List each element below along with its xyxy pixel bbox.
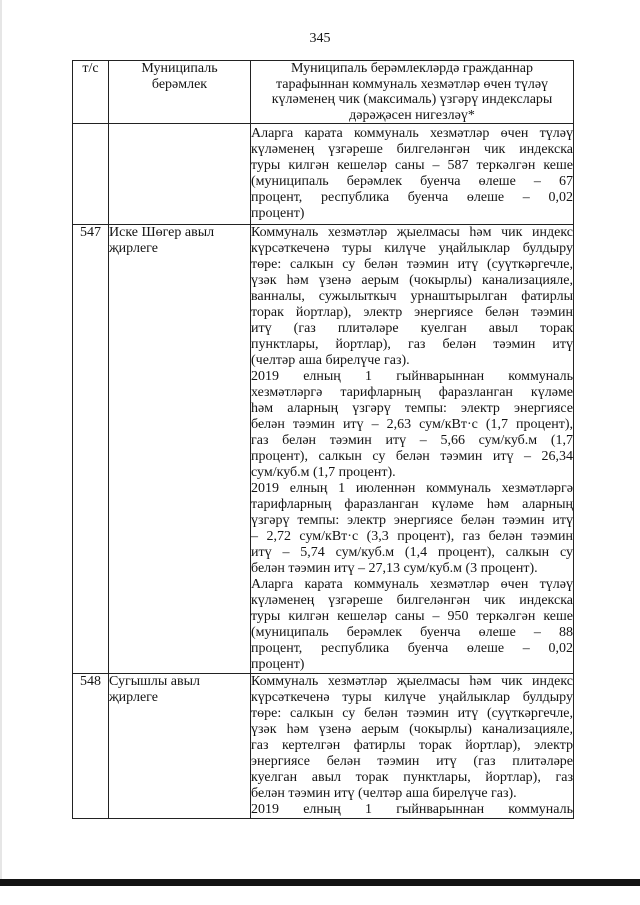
text-line: туры килгән кешеләр саны – 587 теркәлгән кеше xyxy=(251,158,573,173)
text-line: туры килгән кешеләр саны – 950 теркәлгән кеше xyxy=(251,609,573,624)
municipality-cell xyxy=(109,225,251,674)
text-line: Аларга карата коммуналь хезмәтләр өчен түләү xyxy=(251,126,573,141)
text-line: процент, республика буенча өлеше – 0,02 xyxy=(251,641,573,656)
text-line: (муниципаль берәмлек буенча өлеше – 88 xyxy=(251,625,573,640)
municipality-name-line: җирлеге xyxy=(109,690,158,705)
paragraph xyxy=(251,481,573,577)
text-line: төре: салкын су белән тәэмин итү (суүткәргечле, xyxy=(251,257,573,272)
justification-cell xyxy=(251,225,574,674)
header-justification-line: тарафыннан коммуналь хезмәтләр өчен түләү xyxy=(275,76,549,92)
text-line: Аларга карата коммуналь хезмәтләр өчен түләү xyxy=(251,577,573,592)
row-number xyxy=(73,124,109,225)
text-line: тарифларның фаразланган күләме һәм аларның xyxy=(251,497,573,512)
paragraph xyxy=(251,674,573,802)
paragraph xyxy=(251,126,573,222)
scan-left-edge xyxy=(0,0,2,879)
header-municipality-line: берәмлек xyxy=(151,76,208,92)
municipality-name-line: җирлеге xyxy=(109,241,158,256)
row-number: 547 xyxy=(73,225,109,674)
municipality-name-line: Сугышлы авыл xyxy=(109,674,201,689)
scan-bottom-edge xyxy=(0,879,640,886)
table-row xyxy=(73,674,574,819)
paragraph xyxy=(251,802,573,818)
header-municipality xyxy=(109,61,251,124)
text-line: 2019 елның 1 гыйнварыннан коммуналь xyxy=(251,802,573,817)
text-line: (муниципаль берәмлек буенча өлеше – 67 xyxy=(251,174,573,189)
text-line: һәм аларның үзгәрү темпы: электр энергиясе xyxy=(251,401,573,416)
table-body xyxy=(73,124,574,819)
text-line: белән тәэмин итү (челтәр аша бирелүче газ). xyxy=(251,786,517,801)
text-line: 2019 елның 1 гыйнварыннан коммуналь xyxy=(251,369,573,384)
text-line: процент), салкын су белән тәэмин итү – 26,34 xyxy=(251,449,573,464)
header-justification-line: Муниципаль берәмлекләрдә гражданнар xyxy=(290,61,533,76)
text-line: Коммуналь хезмәтләр җыелмасы һәм чик индекс xyxy=(251,674,573,689)
municipality-name-line: Иске Шөгер авыл xyxy=(109,225,215,240)
text-line: итү – 5,74 сум/куб.м (1,4 процент), салкын су xyxy=(251,545,573,560)
text-line: пунктлары, йортлар), газ белән тәэмин итү xyxy=(251,337,573,352)
text-line: Коммуналь хезмәтләр җыелмасы һәм чик индекс xyxy=(251,225,573,240)
header-row xyxy=(73,61,574,124)
header-municipality-line: Муниципаль xyxy=(141,61,218,76)
table-row xyxy=(73,124,574,225)
text-line: газ белән тәэмин итү – 5,66 сум/куб.м (1,7 xyxy=(251,433,573,448)
text-line: газ кертелгән фатирлы торак йортлар), электр xyxy=(251,738,573,753)
municipality-cell xyxy=(109,674,251,819)
text-line: – 2,72 сум/кВт·с (3,3 процент), газ белән тәэмин xyxy=(251,529,573,544)
text-line: (челтәр аша бирелүче газ). xyxy=(251,353,410,368)
header-justification-line: дәрәҗәсен нигезләү* xyxy=(349,107,475,123)
text-line: үзәк һәм үзенә аерым (чокырлы) канализацияле, xyxy=(251,722,573,737)
text-line: ванналы, сужылыткыч урнаштырылган фатирлы xyxy=(251,289,573,304)
text-line: үзгәрү темпы: электр энергиясе белән тәэмин итү xyxy=(251,513,573,528)
paragraph xyxy=(251,369,573,481)
text-line: хезмәтләргә тарифларның фаразланган күләме xyxy=(251,385,573,400)
header-justification-line: күләменең чик (максималь) үзгәрү индекслары xyxy=(271,92,553,107)
text-line: процент) xyxy=(251,657,305,672)
text-line: күләменең үзгәреше билгеләнгән чик индекска xyxy=(251,593,573,608)
paragraph xyxy=(251,577,573,673)
justification-cell xyxy=(251,674,574,819)
row-number: 548 xyxy=(73,674,109,819)
text-line: үзәк һәм үзенә аерым (чокырлы) канализацияле, xyxy=(251,273,573,288)
text-line: күрсәткеченә туры килүче уңайлыклар булдыру xyxy=(251,241,573,256)
text-line: итү (газ плитәләре куелган авыл торак xyxy=(251,321,573,336)
municipality-cell xyxy=(109,124,251,225)
text-line: белән тәэмин итү – 27,13 сум/куб.м (3 процент). xyxy=(251,561,538,576)
paragraph xyxy=(251,225,573,369)
table-row xyxy=(73,225,574,674)
text-line: 2019 елның 1 июленнән коммуналь хезмәтләргә xyxy=(251,481,573,496)
text-line: энергиясе белән тәэмин итү (газ плитәләре xyxy=(251,754,573,769)
table-header xyxy=(73,61,574,124)
text-line: күрсәткеченә туры килүче уңайлыклар булдыру xyxy=(251,690,573,705)
text-line: торак йортлар), электр энергиясе белән тәэмин xyxy=(251,305,573,320)
justification-cell xyxy=(251,124,574,225)
tariff-table xyxy=(72,60,574,819)
text-line: куелган авыл торак пунктлары, йортлар), газ xyxy=(251,770,573,785)
page-number: 345 xyxy=(309,31,331,46)
header-number: т/с xyxy=(73,61,109,124)
text-line: процент) xyxy=(251,206,305,221)
text-line: төре: салкын су белән тәэмин итү (суүткәргечле, xyxy=(251,706,573,721)
text-line: белән тәэмин итү – 2,63 сум/кВт·с (1,7 процент), xyxy=(251,417,573,432)
text-line: процент, республика буенча өлеше – 0,02 xyxy=(251,190,573,205)
text-line: күләменең үзгәреше билгеләнгән чик индекска xyxy=(251,142,573,157)
text-line: сум/куб.м (1,7 процент). xyxy=(251,465,396,480)
header-justification xyxy=(251,61,574,124)
